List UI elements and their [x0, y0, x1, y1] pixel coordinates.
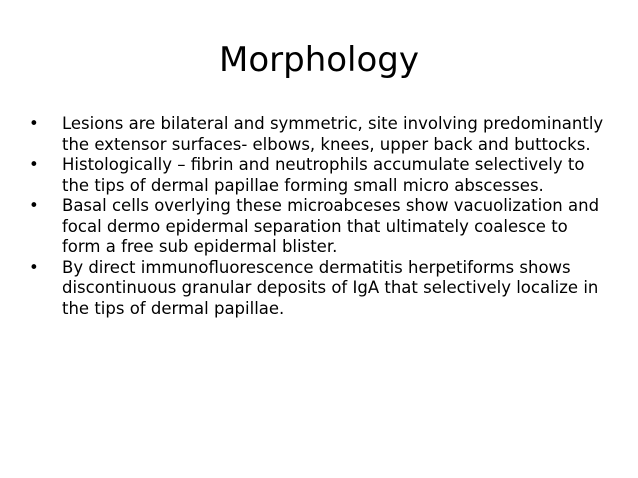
bullet-text: By direct immunofluorescence dermatitis herpetiforms shows discontinuous granular deposits of IgA that selectively localize in the tips of dermal papillae. [62, 257, 599, 318]
bullet-item [28, 196, 610, 258]
bullet-item [28, 114, 610, 155]
bullet-icon: • [29, 196, 39, 215]
bullet-item [28, 155, 610, 196]
bullet-icon: • [29, 114, 39, 133]
bullet-text: Histologically – fibrin and neutrophils accumulate selectively to the tips of dermal papillae forming small micro abscesses. [62, 155, 585, 195]
bullet-icon: • [29, 155, 39, 174]
slide-title: Morphology [219, 40, 419, 80]
bullet-list [28, 114, 610, 319]
bullet-text: Basal cells overlying these microabceses show vacuolization and focal dermo epidermal separation that ultimately coalesce to form a free sub epidermal blister. [62, 196, 600, 256]
bullet-text: Lesions are bilateral and symmetric, site involving predominantly the extensor surfaces- elbows, knees, upper back and buttocks. [62, 114, 604, 154]
bullet-icon: • [29, 257, 39, 277]
bullet-item [28, 258, 610, 320]
